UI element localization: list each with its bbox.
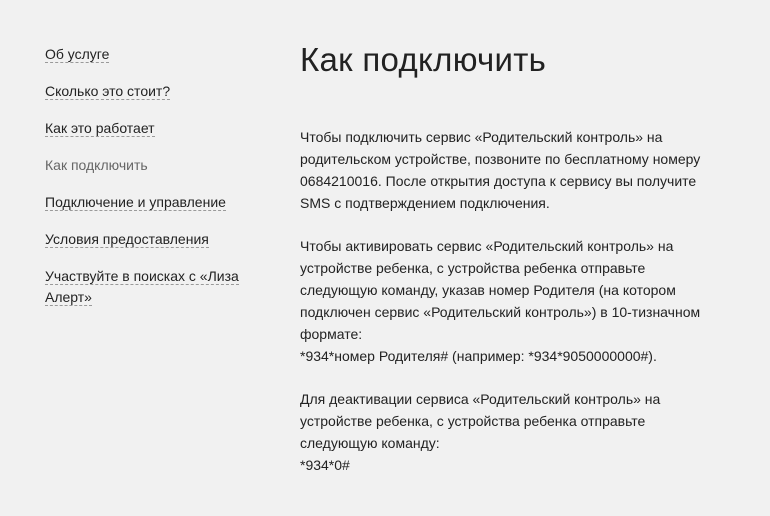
text-line: *934*0# bbox=[300, 457, 350, 473]
sidebar-item-how-to-connect[interactable] bbox=[45, 155, 280, 175]
main-content bbox=[300, 36, 740, 497]
sidebar-item-label: Подключение и управление bbox=[45, 194, 226, 210]
text-line: устройстве ребенка, с устройства ребенка отправьте bbox=[300, 413, 646, 429]
sidebar-nav bbox=[45, 44, 280, 325]
paragraph-connect bbox=[300, 126, 740, 214]
sidebar-item-label: Как подключить bbox=[45, 157, 148, 173]
text-line: 0684210016. После открытия доступа к сервису вы получите bbox=[300, 173, 697, 189]
text-line: формате: bbox=[300, 326, 363, 342]
text-line: Чтобы активировать сервис «Родительский контроль» на bbox=[300, 238, 674, 254]
sidebar-item-label: Как это работает bbox=[45, 120, 155, 136]
paragraph-deactivate bbox=[300, 388, 740, 476]
sidebar-item-label: Сколько это стоит? bbox=[45, 83, 171, 99]
text-line: следующую команду, указав номер Родителя (на котором bbox=[300, 282, 676, 298]
sidebar-item-label: Об услуге bbox=[45, 46, 110, 62]
text-line: SMS с подтверждением подключения. bbox=[300, 195, 550, 211]
text-line: *934*номер Родителя# (например: *934*9050000000#). bbox=[300, 348, 657, 364]
text-line: Для деактивации сервиса «Родительский контроль» на bbox=[300, 391, 661, 407]
sidebar-item-about[interactable] bbox=[45, 44, 280, 64]
sidebar-item-terms[interactable] bbox=[45, 229, 280, 249]
text-line: Чтобы подключить сервис «Родительский контроль» на bbox=[300, 129, 663, 145]
sidebar-item-label-line1: Участвуйте в поисках с «Лиза bbox=[45, 268, 239, 284]
sidebar-item-connection-management[interactable] bbox=[45, 192, 280, 212]
page-title: Как подключить bbox=[300, 41, 547, 78]
sidebar-item-how-it-works[interactable] bbox=[45, 118, 280, 138]
text-line: устройстве ребенка, с устройства ребенка отправьте bbox=[300, 260, 646, 276]
paragraph-activate bbox=[300, 235, 740, 367]
sidebar-item-label-line2: Алерт» bbox=[45, 289, 92, 305]
text-line: родительском устройстве, позвоните по бесплатному номеру bbox=[300, 151, 701, 167]
text-line: следующую команду: bbox=[300, 435, 440, 451]
text-line: подключен сервис «Родительский контроль») в 10-тизначном bbox=[300, 304, 701, 320]
sidebar-item-label: Условия предоставления bbox=[45, 231, 209, 247]
sidebar-item-liza-alert[interactable] bbox=[45, 266, 280, 308]
sidebar-item-pricing[interactable] bbox=[45, 81, 280, 101]
